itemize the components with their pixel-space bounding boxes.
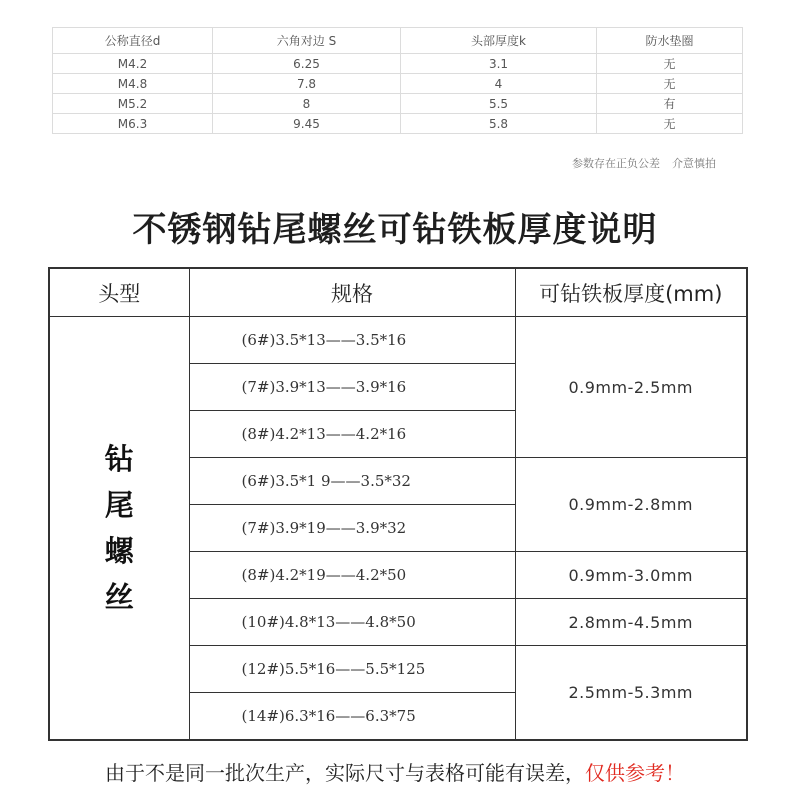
header-nominal-diameter: 公称直径d (53, 28, 213, 54)
drill-header-row (49, 268, 747, 317)
spec-cell: (7#)3.9*19——3.9*32 (189, 505, 515, 552)
spec-cell: (6#)3.5*13——3.5*16 (189, 317, 515, 364)
parameter-row (53, 54, 743, 74)
thickness-cell: 0.9mm-3.0mm (515, 552, 747, 599)
head-thickness-cell: 5.5 (401, 94, 597, 114)
head-thickness-cell: 4 (401, 74, 597, 94)
head-thickness-cell: 3.1 (401, 54, 597, 74)
header-drill-thickness: 可钻铁板厚度(mm) (515, 268, 747, 317)
nominal-diameter-cell: M5.2 (53, 94, 213, 114)
page-title: 不锈钢钻尾螺丝可钻铁板厚度说明 (132, 210, 658, 250)
spec-cell: (8#)4.2*19——4.2*50 (189, 552, 515, 599)
header-hex-across-flats: 六角对边 S (213, 28, 401, 54)
nominal-diameter-cell: M4.8 (53, 74, 213, 94)
thickness-cell: 0.9mm-2.8mm (515, 458, 747, 552)
nominal-diameter-cell: M6.3 (53, 114, 213, 134)
hex-across-flats-cell: 6.25 (213, 54, 401, 74)
waterproof-washer-cell: 无 (597, 74, 743, 94)
header-waterproof-washer: 防水垫圈 (597, 28, 743, 54)
parameter-header-row (53, 28, 743, 54)
header-specification: 规格 (189, 268, 515, 317)
waterproof-washer-cell: 有 (597, 94, 743, 114)
header-head-type: 头型 (49, 268, 189, 317)
hex-across-flats-cell: 9.45 (213, 114, 401, 134)
spec-cell: (12#)5.5*16——5.5*125 (189, 646, 515, 693)
drilling-thickness-table (48, 267, 748, 741)
parameter-row (53, 74, 743, 94)
head-thickness-cell: 5.8 (401, 114, 597, 134)
table-row (49, 317, 747, 364)
nominal-diameter-cell: M4.2 (53, 54, 213, 74)
caution-note-text: 介意慎拍 (672, 157, 716, 170)
spec-cell: (6#)3.5*1 9——3.5*32 (189, 458, 515, 505)
head-type-label: 钻尾螺丝 (104, 442, 134, 614)
hex-across-flats-cell: 8 (213, 94, 401, 114)
spec-cell: (8#)4.2*13——4.2*16 (189, 411, 515, 458)
header-head-thickness: 头部厚度k (401, 28, 597, 54)
spec-cell: (10#)4.8*13——4.8*50 (189, 599, 515, 646)
parameter-row (53, 114, 743, 134)
head-type-cell (49, 317, 189, 741)
thickness-cell: 2.8mm-4.5mm (515, 599, 747, 646)
tolerance-note (572, 155, 716, 171)
disclaimer-highlight: 仅供参考！ (585, 761, 685, 785)
waterproof-washer-cell: 无 (597, 114, 743, 134)
disclaimer-text: 由于不是同一批次生产，实际尺寸与表格可能有误差， (105, 761, 585, 785)
spec-cell: (14#)6.3*16——6.3*75 (189, 693, 515, 741)
parameter-row (53, 94, 743, 114)
tolerance-note-text: 参数存在正负公差 (572, 157, 660, 170)
parameter-table (52, 27, 743, 134)
hex-across-flats-cell: 7.8 (213, 74, 401, 94)
waterproof-washer-cell: 无 (597, 54, 743, 74)
spec-cell: (7#)3.9*13——3.9*16 (189, 364, 515, 411)
thickness-cell: 2.5mm-5.3mm (515, 646, 747, 741)
thickness-cell: 0.9mm-2.5mm (515, 317, 747, 458)
disclaimer (0, 757, 790, 786)
